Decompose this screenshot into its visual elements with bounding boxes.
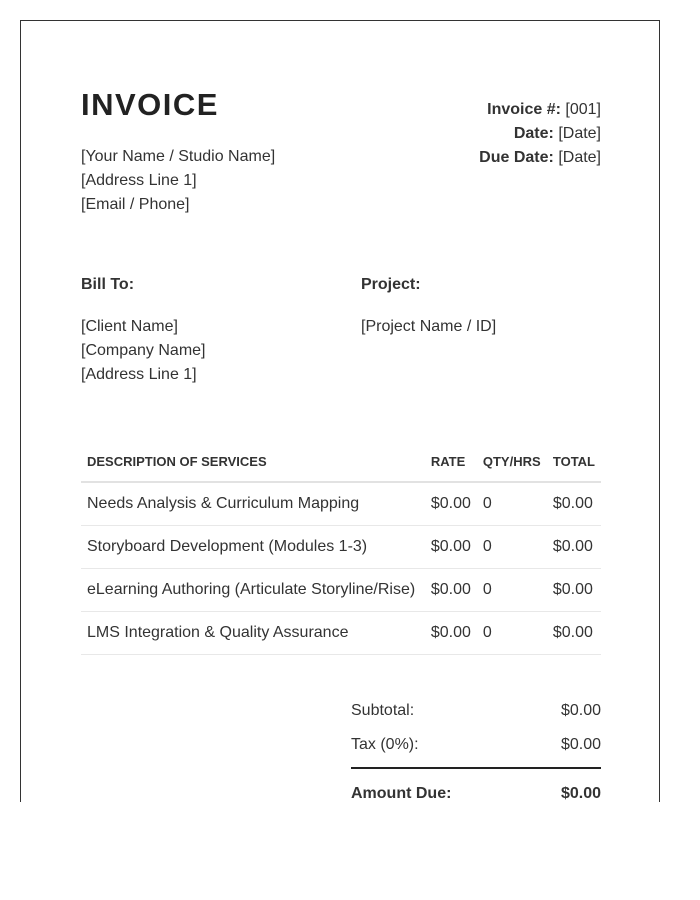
row-rate: $0.00 bbox=[425, 526, 477, 569]
client-name: [Client Name] bbox=[81, 318, 178, 335]
subtotal-value: $0.00 bbox=[560, 702, 601, 719]
due-date-row bbox=[479, 146, 601, 170]
table-row bbox=[81, 526, 601, 569]
invoice-date-label: Date: bbox=[513, 125, 554, 142]
tax-row bbox=[351, 733, 601, 757]
header-description: DESCRIPTION OF SERVICES bbox=[81, 441, 425, 482]
invoice-number-label: Invoice #: bbox=[487, 101, 561, 118]
tax-value: $0.00 bbox=[560, 736, 601, 753]
row-description: eLearning Authoring (Articulate Storyline/Rise) bbox=[81, 569, 425, 612]
bill-to-section bbox=[81, 275, 361, 387]
project-lines bbox=[361, 315, 601, 339]
invoice-page bbox=[20, 20, 660, 802]
company-name: [Company Name] bbox=[81, 342, 206, 359]
sender-contact: [Email / Phone] bbox=[81, 196, 190, 213]
subtotal-row bbox=[351, 699, 601, 723]
invoice-meta bbox=[479, 98, 601, 170]
project-section bbox=[361, 275, 601, 339]
row-rate: $0.00 bbox=[425, 612, 477, 655]
row-total: $0.00 bbox=[547, 569, 601, 612]
row-qty: 0 bbox=[477, 526, 547, 569]
row-qty: 0 bbox=[477, 482, 547, 526]
due-date-value: [Date] bbox=[558, 149, 601, 166]
header-total: TOTAL bbox=[547, 441, 601, 482]
invoice-number-row bbox=[479, 98, 601, 122]
row-qty: 0 bbox=[477, 569, 547, 612]
services-table bbox=[81, 441, 601, 655]
row-description: LMS Integration & Quality Assurance bbox=[81, 612, 425, 655]
table-row bbox=[81, 482, 601, 526]
sender-name: [Your Name / Studio Name] bbox=[81, 148, 276, 165]
project-name: [Project Name / ID] bbox=[361, 318, 497, 335]
table-row bbox=[81, 612, 601, 655]
tax-label: Tax (0%): bbox=[351, 736, 419, 753]
row-total: $0.00 bbox=[547, 482, 601, 526]
amount-due-label: Amount Due: bbox=[351, 785, 452, 802]
table-row bbox=[81, 569, 601, 612]
amount-due-value: $0.00 bbox=[560, 785, 601, 802]
totals-section bbox=[351, 699, 601, 802]
sender-address: [Address Line 1] bbox=[81, 172, 197, 189]
project-heading: Project: bbox=[361, 276, 421, 293]
row-total: $0.00 bbox=[547, 526, 601, 569]
invoice-title: INVOICE bbox=[81, 87, 219, 122]
invoice-date-value: [Date] bbox=[558, 125, 601, 142]
row-rate: $0.00 bbox=[425, 482, 477, 526]
header-qty: QTY/HRS bbox=[477, 441, 547, 482]
amount-due-row bbox=[351, 782, 601, 802]
bill-to-heading: Bill To: bbox=[81, 276, 135, 293]
row-description: Storyboard Development (Modules 1-3) bbox=[81, 526, 425, 569]
sender-info bbox=[81, 145, 275, 217]
subtotal-label: Subtotal: bbox=[351, 702, 415, 719]
header-rate: RATE bbox=[425, 441, 477, 482]
table-header-row bbox=[81, 441, 601, 482]
row-qty: 0 bbox=[477, 612, 547, 655]
client-address: [Address Line 1] bbox=[81, 366, 197, 383]
invoice-number-value: [001] bbox=[565, 101, 601, 118]
row-rate: $0.00 bbox=[425, 569, 477, 612]
due-date-label: Due Date: bbox=[479, 149, 554, 166]
row-description: Needs Analysis & Curriculum Mapping bbox=[81, 482, 425, 526]
bill-to-lines bbox=[81, 315, 361, 387]
invoice-date-row bbox=[479, 122, 601, 146]
totals-divider bbox=[351, 767, 601, 769]
row-total: $0.00 bbox=[547, 612, 601, 655]
